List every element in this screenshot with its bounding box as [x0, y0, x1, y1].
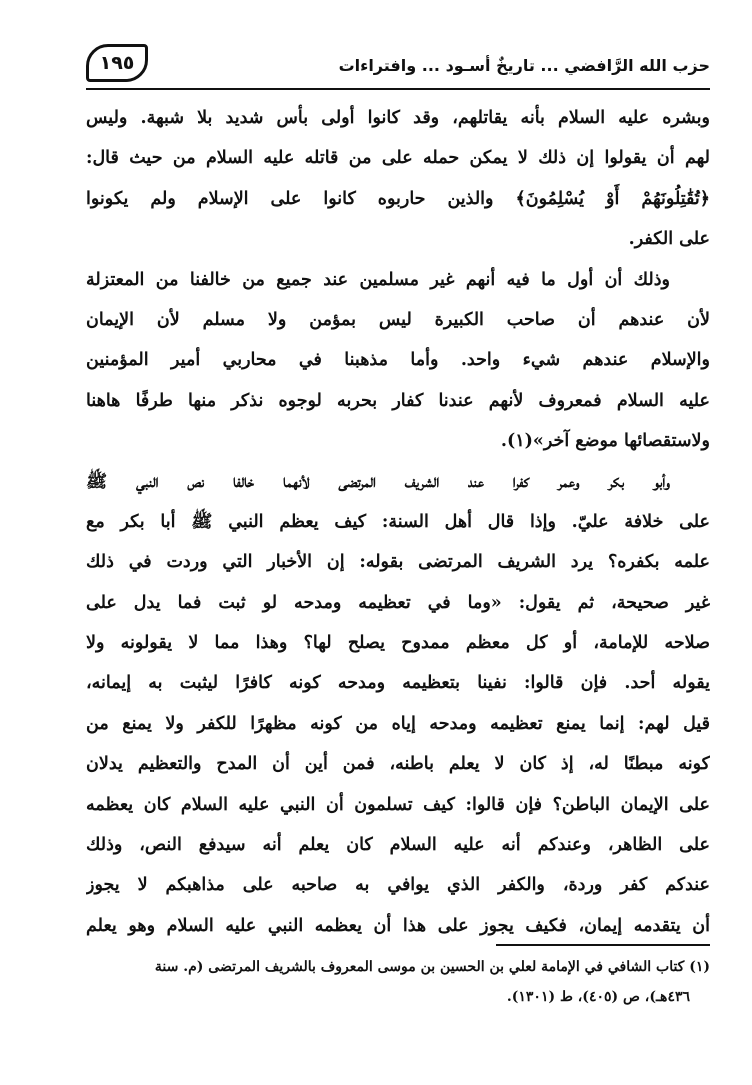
text-line: ولاستقصائها موضع آخر»(١). — [500, 431, 710, 452]
page-number: ١٩٥ — [86, 44, 148, 82]
text-line: كونه مبطنًا له، إذ كان لا يعلم باطنه، فمن أين أن المدح والتعظيم يدلان — [86, 754, 710, 775]
text-line: عندكم كفر وردة، والكفر الذي يوافي به صاحبه على مذاهبكم لا يجوز — [86, 875, 710, 896]
text-line: غير صحيحة، ثم يقول: «وما في تعظيمه ومدحه لو ثبت فما يدل على — [86, 592, 710, 613]
text-line: قيل لهم: إنما يمنع تعظيمه ومدحه إياه من كونه مظهرًا للكفر ولا يمنع من — [86, 713, 710, 734]
page-header — [86, 40, 710, 90]
text-line: يقوله أحد. فإن قالوا: نفينا بتعظيمه ومدحه كونه كافرًا ليثبت به إيمانه، — [86, 673, 710, 694]
header-divider — [86, 88, 710, 90]
footnote-line: ٤٣٦هـ)، ص (٤٠٥)، ط (١٣٠١). — [506, 989, 690, 1005]
text-line: وأبو بكر وعمر كفرا عند الشريف المرتضى لأنهما خالفا نص النبي ﷺ — [86, 471, 670, 492]
text-line: على الظاهر، وعندكم أنه عليه السلام كان يعلم أنه سيدفع النص، وذلك — [86, 835, 710, 856]
running-title: حزب الله الرَّافضي ... تاريخٌ أسـود ... وافتراءات — [338, 56, 710, 75]
text-line: على خلافة عليّ. وإذا قال أهل السنة: كيف يعظم النبي ﷺ أبا بكر مع — [86, 511, 710, 532]
footnote-line: (١) كتاب الشافي في الإمامة لعلي بن الحسين بن موسى المعروف بالشريف المرتضى (م. سنة — [154, 959, 710, 975]
text-line: لهم أن يقولوا إن ذلك لا يمكن حمله على من قاتله عليه السلام من حيث قال: — [86, 148, 710, 169]
text-line: عليه السلام فمعروف لأنهم عندنا كفار بحربه لوجوه نذكر منها طرفًا هاهنا — [86, 390, 710, 411]
text-line: لأن عندهم أن صاحب الكبيرة ليس بمؤمن ولا مسلم لأن الإيمان — [86, 309, 710, 330]
text-line: وذلك أن أول ما فيه أنهم غير مسلمين عند جميع من خالفنا من المعتزلة — [86, 269, 670, 290]
text-line: على الكفر. — [628, 229, 710, 250]
text-line: وبشره عليه السلام بأنه يقاتلهم، وقد كانوا أولى بأس شديد بلا شبهة. وليس — [86, 108, 710, 128]
text-line: علمه بكفره؟ يرد الشريف المرتضى بقوله: إن الأخبار التي وردت في ذلك — [86, 552, 710, 573]
text-line: أن يتقدمه إيمان، فكيف يجوز على هذا أن يعظمه النبي عليه السلام وهو يعلم — [86, 915, 710, 936]
text-line: صلاحه للإمامة، أو كل معظم ممدوح يصلح لها؟ وهذا مما لا يقولونه ولا — [86, 633, 710, 654]
footnotes — [86, 952, 710, 1012]
body-text — [86, 98, 710, 946]
footnote-divider — [496, 944, 710, 946]
text-line: على الإيمان الباطن؟ فإن قالوا: كيف تسلمون أن النبي عليه السلام كان يعظمه — [86, 794, 710, 815]
text-line: ﴿تُقَٰتِلُونَهُمْ أَوْ يُسْلِمُونَ﴾ والذين حاربوه كانوا على الإسلام ولم يكونوا — [86, 188, 710, 209]
text-line: والإسلام عندهم شيء واحد. وأما مذهبنا في محاربي أمير المؤمنين — [86, 350, 710, 371]
